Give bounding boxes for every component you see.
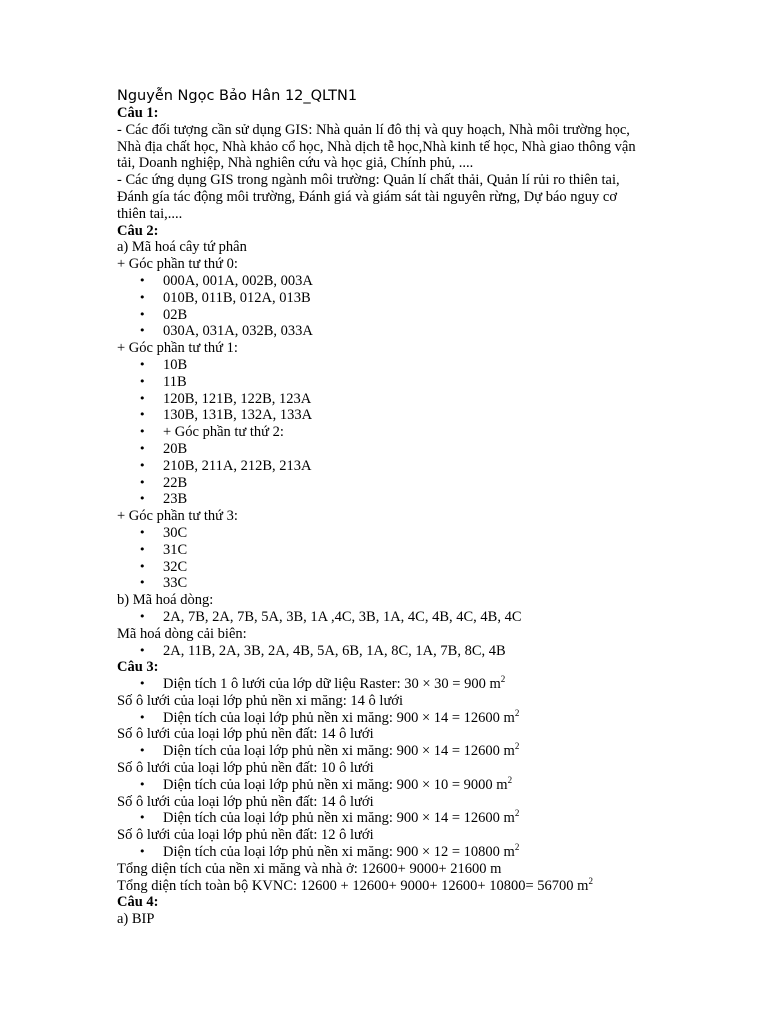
area-text: Diện tích của loại lớp phủ nền xi măng: 900 × 12 = 10800 m — [163, 844, 515, 861]
cell-count-line: Số ô lưới của loại lớp phủ nền đất: 12 ô lưới — [117, 827, 374, 844]
list-item — [117, 707, 637, 727]
quadrant-1-list — [117, 357, 637, 508]
question-1-heading: Câu 1: — [117, 105, 159, 121]
question-3-heading: Câu 3: — [117, 659, 159, 676]
modified-run-length-list — [117, 643, 637, 660]
list-item: • 33C — [117, 575, 637, 592]
total-text: Tổng diện tích toàn bộ KVNC: 12600 + 12600+ 9000+ 12600+ 10800= 56700 m — [117, 877, 589, 894]
superscript: 2 — [514, 842, 520, 853]
superscript: 2 — [500, 674, 506, 685]
list-item: • 30C — [117, 525, 637, 542]
cell-count-line: Số ô lưới của loại lớp phủ nền đất: 10 ô lưới — [117, 760, 374, 777]
list-item: • 030A, 031A, 032B, 033A — [117, 323, 637, 340]
total-text: Tổng diện tích của nền xi măng và nhà ở: 12600+ 9000+ 21600 m — [117, 860, 502, 877]
list-item: • 31C — [117, 542, 637, 559]
list-item: • + Góc phần tư thứ 2: — [117, 424, 637, 441]
quadrant-3-label: + Góc phần tư thứ 3: — [117, 508, 238, 525]
cell-count-line: Số ô lưới của loại lớp phủ nền đất: 14 ô lưới — [117, 726, 374, 743]
question-4-part-a: a) BIP — [117, 911, 155, 928]
list-item: • 20B — [117, 441, 637, 458]
list-item: • 10B — [117, 357, 637, 374]
list-item: • 210B, 211A, 212B, 213A — [117, 458, 637, 475]
list-item — [117, 676, 637, 693]
list-item: • 02B — [117, 307, 637, 324]
question-1-paragraph-2: - Các ứng dụng GIS trong ngành môi trường: Quản lí chất thải, Quản lí rủi ro thiên tai, Đánh gía tác động môi trường, Đánh giá và giám sát tài nguyên rừng, Dự báo nguy cơ thiên tai,.... — [117, 172, 620, 222]
area-list-4 — [117, 777, 637, 794]
area-text: Diện tích 1 ô lưới của lớp dữ liệu Raster: 30 × 30 = 900 m — [163, 676, 501, 693]
total-area-all — [117, 875, 637, 895]
list-item: • 2A, 7B, 2A, 7B, 5A, 3B, 1A ,4C, 3B, 1A, 4C, 4B, 4C, 4B, 4C — [117, 609, 637, 626]
area-list-6 — [117, 844, 637, 861]
list-item: • 010B, 011B, 012A, 013B — [117, 290, 637, 307]
list-item — [117, 844, 637, 861]
document-title: Nguyễn Ngọc Bảo Hân 12_QLTN1 — [117, 88, 358, 104]
document-body — [117, 88, 637, 928]
total-area-cement — [117, 861, 637, 878]
area-text: Diện tích của loại lớp phủ nền xi măng: 900 × 14 = 12600 m — [163, 709, 515, 726]
list-item: • 000A, 001A, 002B, 003A — [117, 273, 637, 290]
area-text: Diện tích của loại lớp phủ nền xi măng: 900 × 14 = 12600 m — [163, 810, 515, 827]
list-item — [117, 777, 637, 794]
area-list-1 — [117, 676, 637, 693]
superscript: 2 — [514, 808, 520, 819]
superscript: 2 — [588, 875, 593, 886]
list-item: • 130B, 131B, 132A, 133A — [117, 407, 637, 424]
modified-run-length-title: Mã hoá dòng cải biên: — [117, 625, 247, 642]
superscript: 2 — [507, 775, 513, 786]
area-list-2 — [117, 707, 637, 727]
quadrant-0-list — [117, 273, 637, 340]
cell-count-line: Số ô lưới của loại lớp phủ nền đất: 14 ô lưới — [117, 793, 374, 810]
area-list-5 — [117, 810, 637, 827]
list-item: • 22B — [117, 475, 637, 492]
quadrant-0-label: + Góc phần tư thứ 0: — [117, 256, 238, 273]
run-length-list — [117, 609, 637, 626]
question-1-paragraph-1: - Các đối tượng cần sử dụng GIS: Nhà quản lí đô thị và quy hoạch, Nhà môi trường học, Nhà địa chất học, Nhà khảo cổ học, Nhà dịch tễ học,Nhà kinh tế học, Nhà giao thông vận tải, Doanh nghiệp, Nhà nghiên cứu và học giả, Chính phủ, .... — [117, 121, 636, 172]
list-item — [117, 810, 637, 827]
cell-count-line: Số ô lưới của loại lớp phủ nền xi măng: 14 ô lưới — [117, 692, 403, 709]
area-text: Diện tích của loại lớp phủ nền xi măng: 900 × 10 = 9000 m — [163, 776, 508, 793]
question-2-heading: Câu 2: — [117, 222, 159, 239]
quadrant-3-list — [117, 525, 637, 592]
list-item: • 32C — [117, 559, 637, 576]
list-item: • 120B, 121B, 122B, 123A — [117, 391, 637, 408]
list-item — [117, 743, 637, 760]
quadrant-1-label: + Góc phần tư thứ 1: — [117, 340, 238, 357]
superscript: 2 — [514, 707, 520, 718]
superscript: 2 — [514, 741, 520, 752]
list-item: • 23B — [117, 491, 637, 508]
run-length-title: b) Mã hoá dòng: — [117, 592, 214, 609]
quadtree-title: a) Mã hoá cây tứ phân — [117, 239, 247, 256]
list-item: • 2A, 11B, 2A, 3B, 2A, 4B, 5A, 6B, 1A, 8C, 1A, 7B, 8C, 4B — [117, 643, 637, 660]
question-4-heading: Câu 4: — [117, 894, 159, 911]
area-list-3 — [117, 743, 637, 760]
area-text: Diện tích của loại lớp phủ nền xi măng: 900 × 14 = 12600 m — [163, 743, 515, 760]
list-item: • 11B — [117, 374, 637, 391]
